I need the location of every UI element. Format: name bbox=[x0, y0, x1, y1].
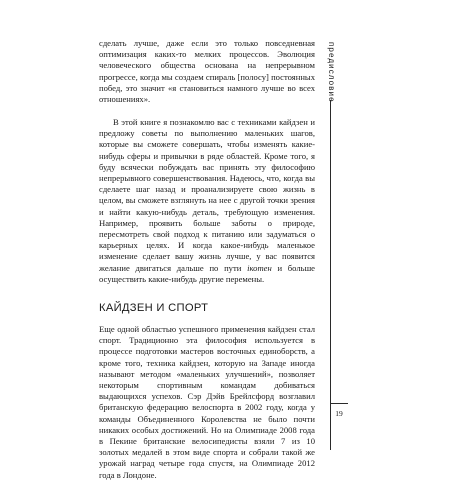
body-paragraph bbox=[99, 117, 315, 285]
paragraph-text bbox=[99, 117, 315, 285]
section-heading: КАЙДЗЕН И СПОРТ bbox=[99, 302, 209, 314]
paragraph-text: сделать лучше, даже если это только повседневная оптимизация каких-то мелких процессов. Эволюция человеческого общества основана на непрерывном прогрессе, когда мы создаем спираль [полосу] постоянных побед, это значит «я становиться намного лучше во всех отношениях». bbox=[99, 38, 315, 105]
body-paragraph bbox=[99, 324, 315, 481]
page-number-divider bbox=[330, 403, 348, 404]
running-section-label: предисловие bbox=[327, 42, 336, 103]
paragraph-text: Еще одной областью успешного применения кайдзен стал спорт. Традиционно эта философия используется в процессе подготовки мастеров восточных единоборств, а кроме того, техника кайдзен, которую на Западе иногда называют методом «маленьких улучшений», позволяет некоторым спортивным командам добиваться выдающихся успехов. Сэр Дэйв Брейлсфорд возглавил британскую федерацию велоспорта в 2002 году, когда у команды Объединенного Королевства не было почти никаких особых достижений. Но на Олимпиаде 2008 года в Пекине британские велосипедисты взяли 7 из 10 золотых медалей в этом виде спорта и собрали такой же урожай наград четыре года спустя, на Олимпиаде 2012 года в Лондоне. bbox=[99, 324, 315, 480]
italic-term: ікотен bbox=[247, 262, 272, 273]
paragraph-text-tail: и больше осуществить какие-нибудь другие перемены. bbox=[99, 262, 315, 284]
page-number: 19 bbox=[335, 409, 343, 418]
paragraph-text-main: В этой книге я познакомлю вас с техниками кайдзен и предложу советы по выполнению маленьких шагов, которые вы сможете совершать, чтобы изменять какие-нибудь сферы и привычки в ряде областей. Кроме того, я буду всячески побуждать вас принять эту философию непрерывного совершенствования. Надеюсь, что, когда вы сделаете шаг назад и проанализируете свою жизнь в целом, вы сможете взглянуть на нее с другой точки зрения и найти какую-нибудь деталь, требующую изменения. Например, проявить больше заботы о природе, пересмотреть свой подход к питанию или задуматься о карьерных целях. И когда какое-нибудь маленькое изменение сделает вашу жизнь лучше, у вас появится желание двигаться дальше по пути bbox=[99, 117, 315, 273]
body-paragraph bbox=[99, 38, 315, 105]
side-rule-divider bbox=[330, 100, 331, 450]
